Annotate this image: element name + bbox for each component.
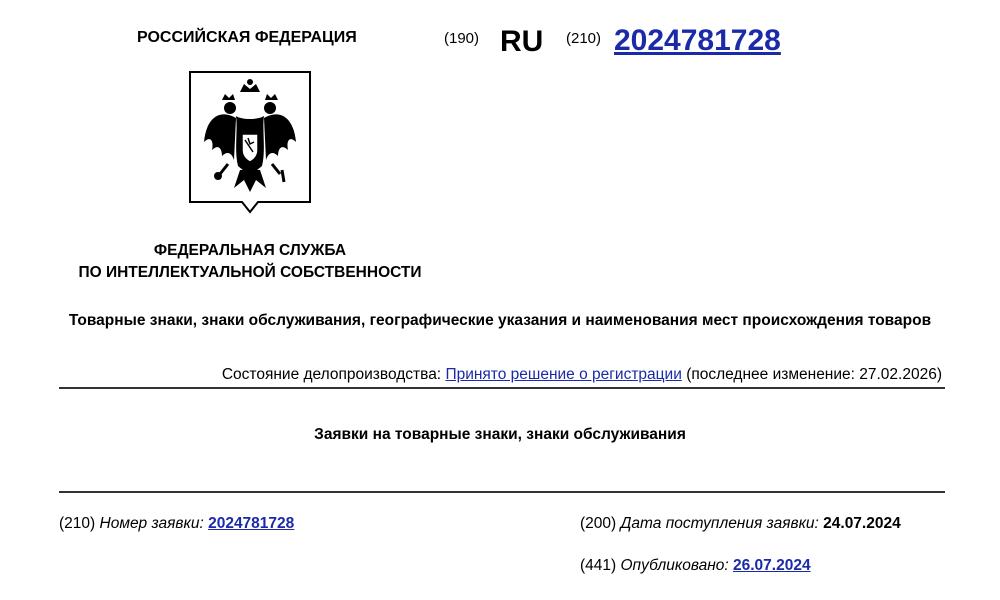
published-field (580, 557, 811, 575)
document-category: Товарные знаки, знаки обслуживания, географические указания и наименования мест происхождения товаров (68, 312, 932, 329)
agency-line-2: ПО ИНТЕЛЛЕКТУАЛЬНОЙ СОБСТВЕННОСТИ (78, 264, 422, 281)
status-link[interactable]: Принято решение о регистрации (445, 366, 682, 383)
country-code: RU (500, 25, 544, 58)
application-number-link[interactable]: 2024781728 (208, 515, 295, 532)
field-code: (200) (580, 515, 617, 532)
field-label: Номер заявки: (99, 515, 204, 532)
code-210: (210) (566, 30, 602, 47)
field-label: Дата поступления заявки: (620, 515, 819, 532)
agency-name (40, 240, 460, 284)
divider-bottom (59, 491, 945, 493)
divider-top (59, 387, 945, 389)
status-label: Состояние делопроизводства: (221, 366, 442, 383)
section-title: Заявки на товарные знаки, знаки обслуживания (314, 426, 686, 443)
case-status (222, 366, 942, 384)
filing-date-value: 24.07.2024 (823, 515, 901, 532)
code-190: (190) (444, 30, 480, 47)
status-last-change: (последнее изменение: 27.02.2026) (686, 366, 942, 383)
agency-line-1: ФЕДЕРАЛЬНАЯ СЛУЖБА (153, 242, 347, 259)
russian-coat-of-arms-icon (188, 70, 312, 220)
country-name: РОССИЙСКАЯ ФЕДЕРАЦИЯ (137, 29, 357, 46)
document-number-link[interactable]: 2024781728 (614, 24, 781, 57)
published-date-link[interactable]: 26.07.2024 (733, 557, 811, 574)
application-number-field (59, 515, 294, 533)
field-label: Опубликовано: (620, 557, 729, 574)
filing-date-field (580, 515, 901, 533)
field-code: (441) (580, 557, 617, 574)
field-code: (210) (59, 515, 96, 532)
